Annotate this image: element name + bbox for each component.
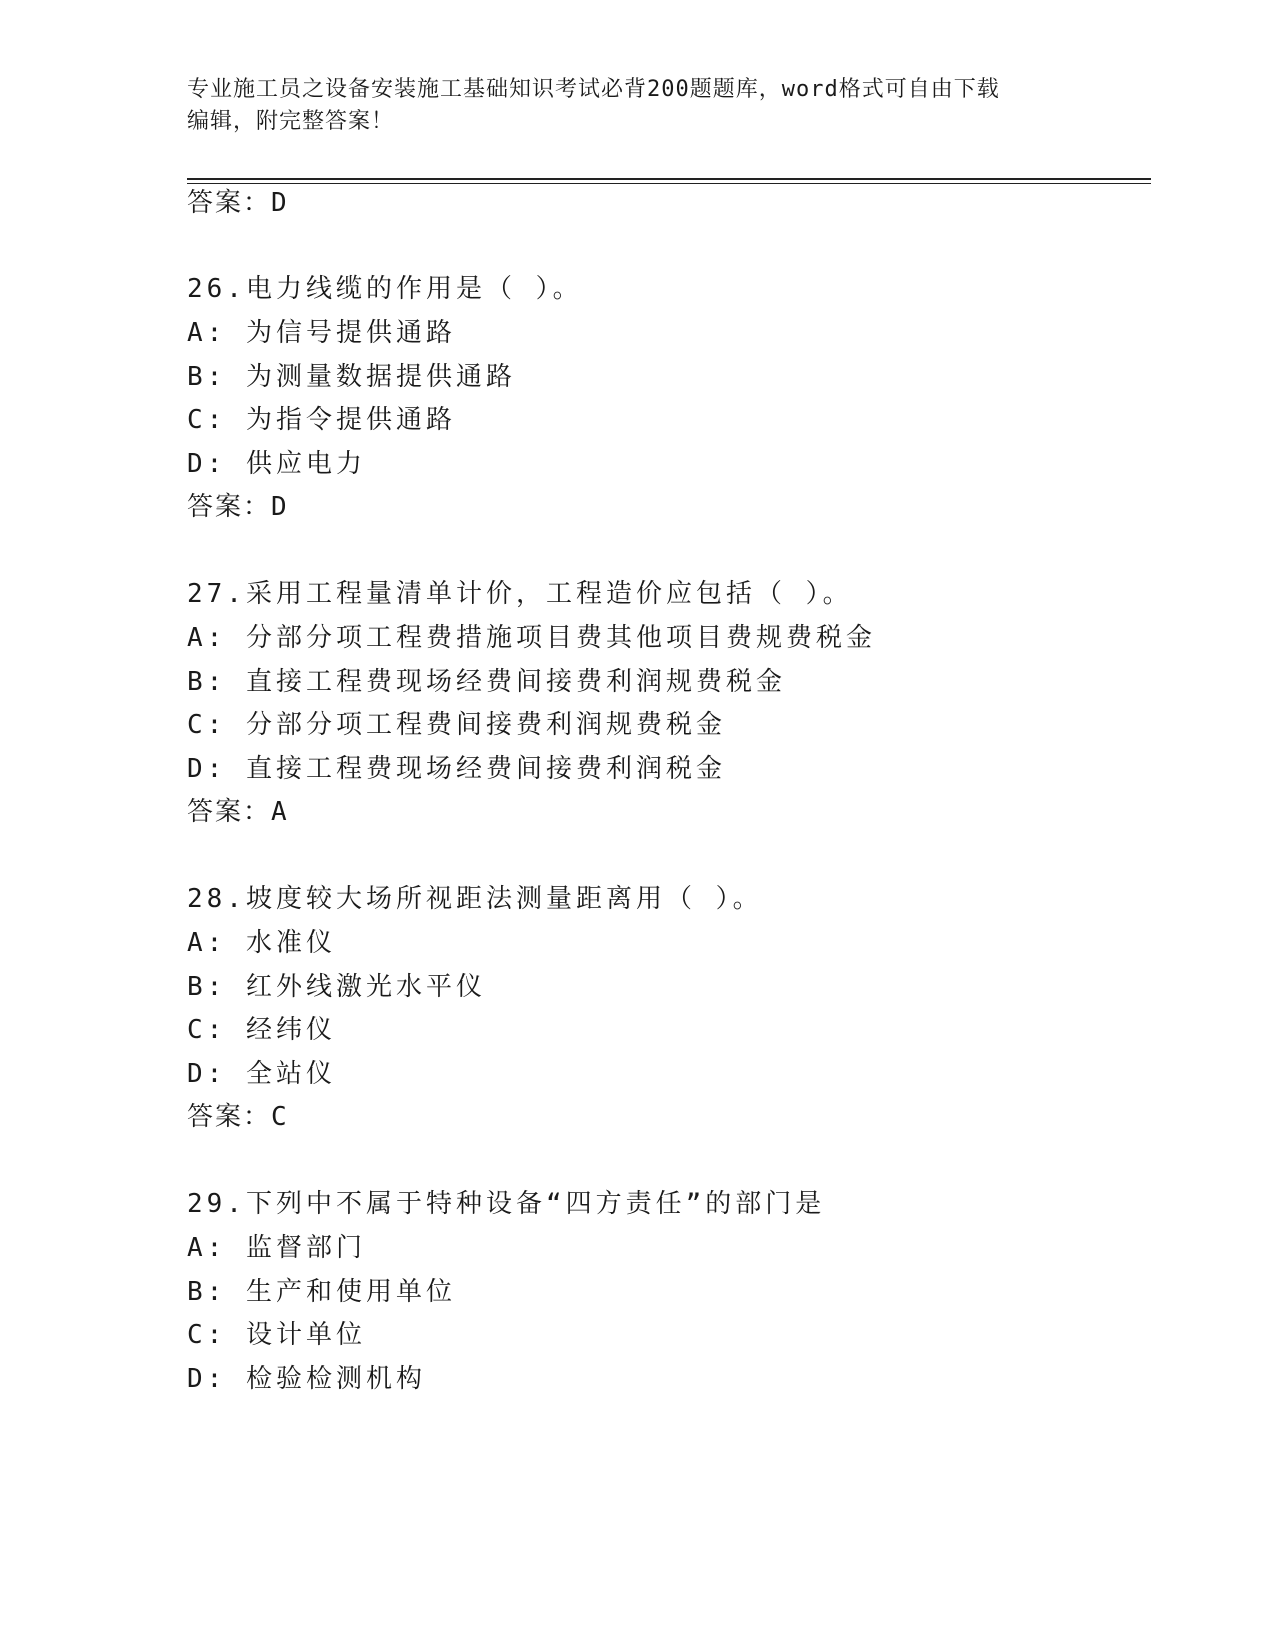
question-stem: 27.采用工程量清单计价，工程造价应包括（ ）。 — [187, 579, 853, 609]
header-line-1: 专业施工员之设备安装施工基础知识考试必背200题题库，word格式可自由下载 — [187, 77, 1000, 102]
header-line-2: 编辑，附完整答案！ — [187, 109, 395, 134]
header-divider-thin — [187, 183, 1151, 184]
answer-value: C — [271, 1102, 289, 1132]
header-divider-thick — [187, 178, 1151, 180]
document-header — [187, 74, 1067, 138]
option-a: A: 为信号提供通路 — [187, 318, 456, 348]
option-b: B: 红外线激光水平仪 — [187, 972, 486, 1002]
option-b: B: 直接工程费现场经费间接费利润规费税金 — [187, 667, 786, 697]
option-c: C: 经纬仪 — [187, 1015, 336, 1045]
answer-line — [187, 186, 289, 220]
answer-line — [187, 795, 289, 829]
answer-label: 答案： — [187, 797, 272, 827]
option-c: C: 为指令提供通路 — [187, 405, 456, 435]
option-a: A: 分部分项工程费措施项目费其他项目费规费税金 — [187, 623, 876, 653]
question-stem: 26.电力线缆的作用是（ ）。 — [187, 274, 583, 304]
option-a: A: 水准仪 — [187, 928, 336, 958]
answer-value: D — [271, 188, 289, 218]
question-stem: 29.下列中不属于特种设备“四方责任”的部门是 — [187, 1189, 826, 1219]
question-stem: 28.坡度较大场所视距法测量距离用（ ）。 — [187, 884, 763, 914]
option-d: D: 检验检测机构 — [187, 1364, 426, 1394]
option-b: B: 为测量数据提供通路 — [187, 362, 516, 392]
answer-line — [187, 490, 289, 524]
option-c: C: 分部分项工程费间接费利润规费税金 — [187, 710, 726, 740]
option-d: D: 直接工程费现场经费间接费利润税金 — [187, 754, 726, 784]
answer-value: A — [271, 797, 289, 827]
option-d: D: 全站仪 — [187, 1059, 336, 1089]
answer-label: 答案： — [187, 1102, 272, 1132]
option-b: B: 生产和使用单位 — [187, 1277, 456, 1307]
option-d: D: 供应电力 — [187, 449, 366, 479]
answer-label: 答案： — [187, 188, 272, 218]
answer-label: 答案： — [187, 492, 272, 522]
answer-line — [187, 1100, 289, 1134]
option-c: C: 设计单位 — [187, 1320, 366, 1350]
answer-value: D — [271, 492, 289, 522]
option-a: A: 监督部门 — [187, 1233, 366, 1263]
